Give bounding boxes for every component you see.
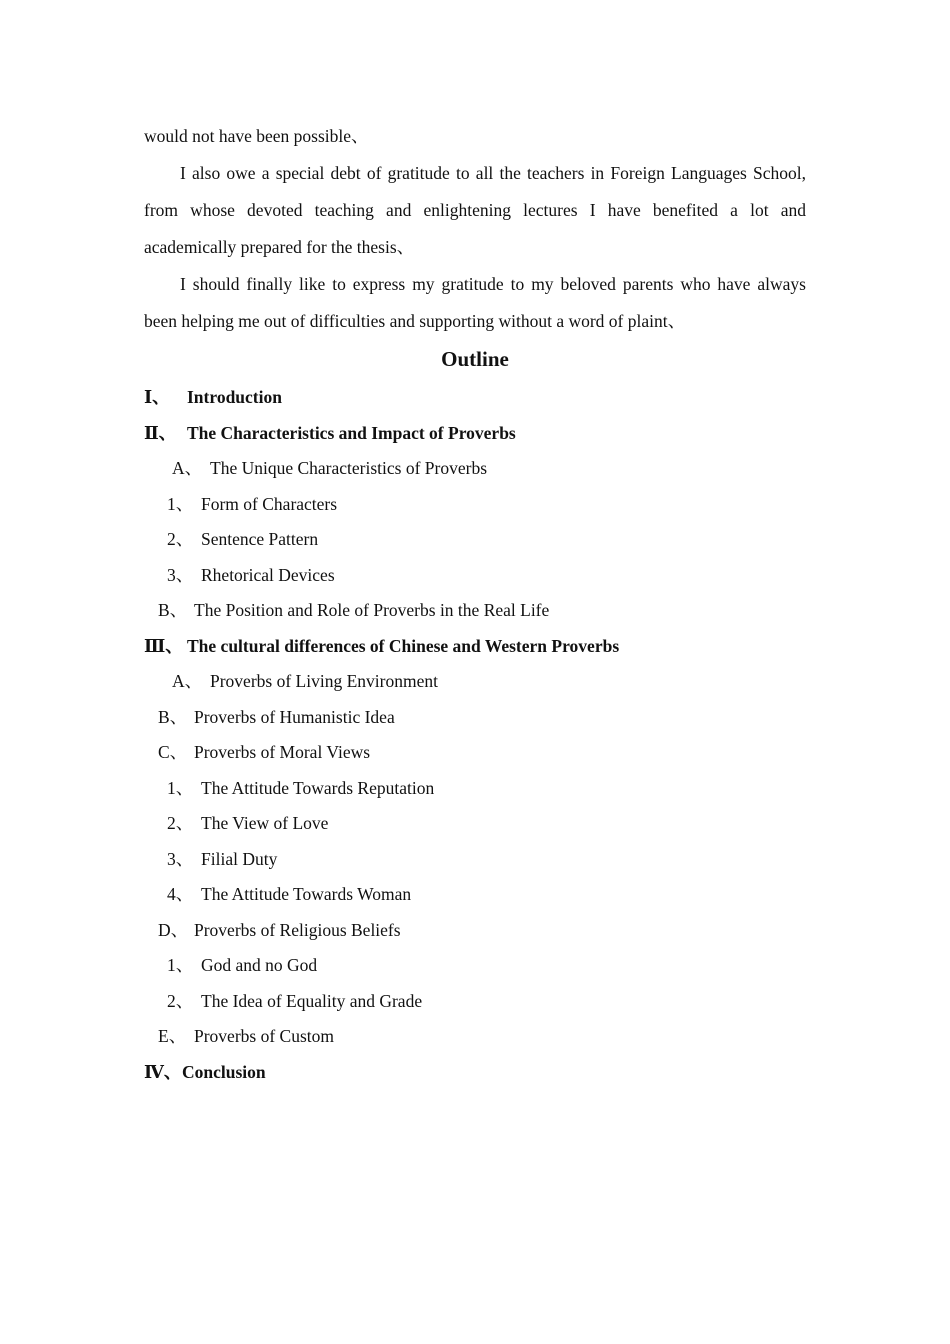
outline-item-marker: B、	[158, 600, 188, 620]
outline-item-text: Proverbs of Religious Beliefs	[194, 919, 401, 940]
outline-item-marker: A、	[172, 458, 203, 478]
outline-item-text: The Characteristics and Impact of Proverbs	[187, 422, 516, 443]
outline-item-marker: 2、	[167, 529, 194, 549]
outline-item-marker: E、	[158, 1026, 187, 1046]
outline-item-marker: 3、	[167, 564, 194, 585]
paragraph-continuation: would not have been possible、	[144, 126, 369, 146]
outline-item	[144, 593, 806, 629]
outline-item	[144, 948, 806, 984]
outline-item-marker: D、	[158, 919, 189, 940]
outline-item-marker: 4、	[167, 884, 194, 904]
outline-item	[144, 735, 806, 771]
outline-item-text: The View of Love	[201, 813, 329, 833]
outline-item	[144, 522, 806, 558]
outline-item	[144, 451, 806, 487]
outline-item	[144, 664, 806, 700]
outline-item	[144, 700, 806, 736]
outline-item-marker: 1、	[167, 777, 194, 798]
outline-item-marker: Ⅰ、	[144, 387, 170, 407]
outline-item-marker: A、	[172, 671, 203, 691]
outline-item	[144, 806, 806, 842]
outline-item	[144, 558, 806, 594]
outline-item	[144, 416, 806, 452]
paragraph-teachers-gratitude: I also owe a special debt of gratitude to all the teachers in Foreign Languages School, from whose devoted teaching and enlightening lectures I have benefited a lot and academically prepared for the thesis、	[144, 163, 806, 257]
outline-item-text: Rhetorical Devices	[201, 564, 335, 585]
outline-item	[144, 984, 806, 1020]
outline-item-text: The Attitude Towards Reputation	[201, 777, 435, 798]
outline-item	[144, 771, 806, 807]
outline-item-text: Proverbs of Living Environment	[210, 671, 438, 691]
outline-item-text: Proverbs of Humanistic Idea	[194, 706, 395, 727]
outline-item-text: Proverbs of Moral Views	[194, 742, 371, 762]
outline-item-text: The Attitude Towards Woman	[201, 884, 412, 904]
outline-item	[144, 1019, 806, 1055]
outline-item	[144, 842, 806, 878]
outline-item-text: The Position and Role of Proverbs in the Real Life	[194, 600, 550, 620]
outline-list	[144, 380, 806, 1090]
outline-item-text: The Idea of Equality and Grade	[201, 990, 423, 1011]
outline-item-marker: Ⅱ、	[144, 422, 177, 443]
outline-item-marker: 2、	[167, 813, 194, 833]
outline-item-marker: Ⅲ、	[144, 635, 183, 656]
outline-item-text: Introduction	[187, 387, 282, 407]
outline-item-text: Form of Characters	[201, 493, 338, 514]
outline-item-marker: Ⅳ、	[144, 1061, 182, 1082]
outline-item	[144, 913, 806, 949]
outline-item-text: The Unique Characteristics of Proverbs	[210, 458, 488, 478]
outline-item	[144, 877, 806, 913]
outline-item-text: Conclusion	[182, 1061, 266, 1082]
outline-item	[144, 487, 806, 523]
outline-item-marker: 3、	[167, 848, 194, 869]
outline-item-text: The cultural differences of Chinese and Western Proverbs	[187, 635, 620, 656]
outline-item-text: Sentence Pattern	[201, 529, 319, 549]
outline-item	[144, 1055, 806, 1091]
outline-item-text: Filial Duty	[201, 848, 278, 869]
paragraph-parents-gratitude: I should finally like to express my gratitude to my beloved parents who have always been helping me out of difficulties and supporting without a word of plaint、	[144, 274, 806, 331]
document-page	[144, 118, 806, 1090]
outline-item-marker: C、	[158, 742, 188, 762]
outline-item	[144, 629, 806, 665]
outline-item-text: Proverbs of Custom	[194, 1026, 334, 1046]
outline-item	[144, 380, 806, 416]
outline-item-text: God and no God	[201, 955, 318, 975]
outline-item-marker: 1、	[167, 955, 194, 975]
outline-item-marker: 1、	[167, 493, 194, 514]
outline-item-marker: B、	[158, 706, 188, 727]
outline-item-marker: 2、	[167, 990, 194, 1011]
outline-heading: Outline	[441, 347, 509, 371]
